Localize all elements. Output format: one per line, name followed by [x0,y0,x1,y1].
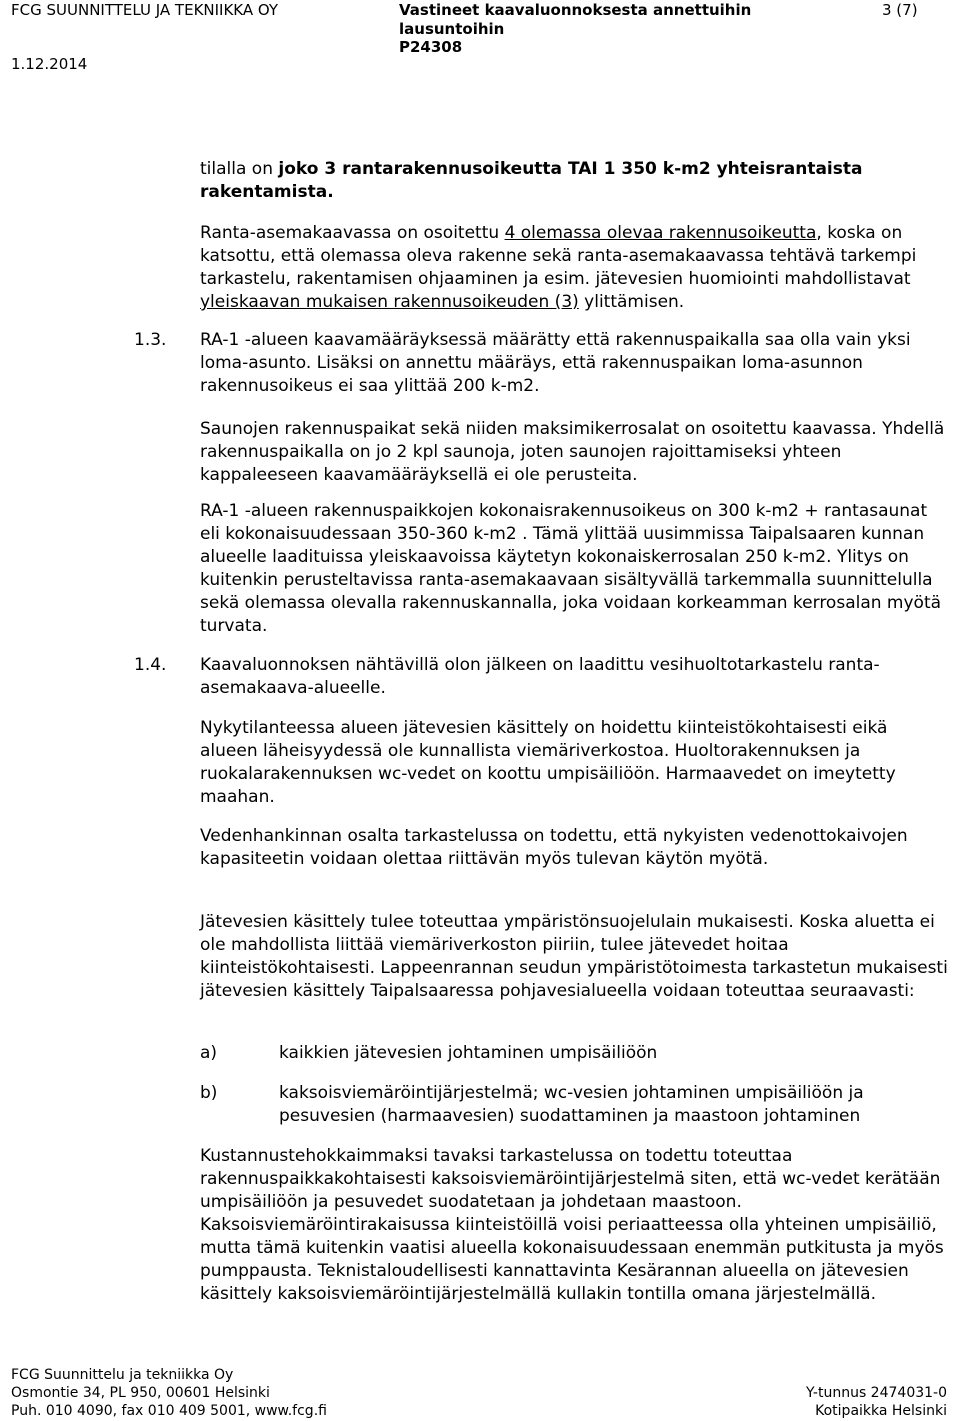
header-title: Vastineet kaavaluonnoksesta annettuihin lausuntoihin [399,1,752,38]
footer-business-id: Y-tunnus 2474031-0 [806,1385,947,1401]
paragraph-1-part-c: ylittämisen. [578,292,685,312]
paragraph-2: RA-1 -alueen kaavamääräyksessä määrätty että rakennuspaikalla saa olla vain yksi loma-asunto. Lisäksi on annettu määräys, että rakennuspaikan loma-asunnon rakennusoikeus ei saa ylittää 200 k-m2. [200,330,911,396]
paragraph-1-part-b: , koska on katsottu, että olemassa oleva rakenne sekä ranta-asemakaavassa tehtävä tarkempi tarkastelu, rakentamisen ohjaaminen ja esim. jätevesien huomiointi mahdollistavat [200,223,917,289]
paragraph-0-lead: tilalla on [200,159,279,179]
list-item-a-label: a) [200,1043,218,1063]
footer-contact: Puh. 010 4090, fax 010 409 5001, www.fcg.fi [11,1403,327,1419]
header-project: P24308 [399,38,463,56]
section-number-1-4: 1.4. [134,655,167,675]
footer-domicile: Kotipaikka Helsinki [815,1403,947,1419]
paragraph-9: Kustannustehokkaimmaksi tavaksi tarkastelussa on todettu toteuttaa rakennuspaikkakohtaisesti kaksoisviemäröintijärjestelmä siten, että wc-vedet kerätään umpisäiliöön ja pesuvedet suodatetaan ja johdetaan maastoon. Kaksoisviemäröintirakaisussa kiinteistöillä voisi periaatteessa olla yhteinen umpisäiliö, mutta tämä kuitenkin vaatisi alueella kokonaisuudessaan enemmän putkitusta ja myös pumppausta. Teknistaloudellisesti kannattavinta Kesärannan alueella on jätevesien käsittely kaksoisviemäröintijärjestelmällä kullakin tontilla omana järjestelmällä. [200,1146,944,1304]
paragraph-0 [200,158,950,204]
paragraph-4: RA-1 -alueen rakennuspaikkojen kokonaisrakennusoikeus on 300 k-m2 + rantasaunat eli kokonaisuudessaan 350-360 k-m2 . Tämä ylittää uusimmissa Taipalsaaren kunnan alueelle laadituissa yleiskaavoissa käytetyn kokonaiskerrosalan 250 k-m2. Ylitys on kuitenkin perusteltavissa ranta-asemakaavaan sisältyvällä tarkemmalla suunnittelulla sekä olemassa olevalla rakennuskannalla, joka voidaan korkeamman kerrosalan myötä turvata. [200,501,942,636]
paragraph-6: Nykytilanteessa alueen jätevesien käsittely on hoidettu kiinteistökohtaisesti eikä alueen läheisyydessä ole kunnallista viemäriverkostoa. Huoltorakennuksen ja ruokalarakennuksen wc-vedet on koottu umpisäiliöön. Harmaavedet on imeytetty maahan. [200,718,896,807]
header-date: 1.12.2014 [11,55,88,73]
paragraph-3: Saunojen rakennuspaikat sekä niiden maksimikerrosalat on osoitettu kaavassa. Yhdellä rakennuspaikalla on jo 2 kpl saunoja, joten saunojen rajoittamiseksi yhteen kappaleeseen kaavamääräyksellä ei ole perusteita. [200,419,945,485]
paragraph-1-underline-1: 4 olemassa olevaa rakennusoikeutta [504,223,817,243]
list-item-b-text: kaksoisviemäröintijärjestelmä; wc-vesien johtaminen umpisäiliöön ja pesuvesien (harmaavesien) suodattaminen ja maastoon johtaminen [279,1083,864,1126]
header-page-number: 3 (7) [882,1,918,19]
footer-address: Osmontie 34, PL 950, 00601 Helsinki [11,1385,270,1401]
paragraph-8: Jätevesien käsittely tulee toteuttaa ympäristönsuojelulain mukaisesti. Koska aluetta ei ole mahdollista liittää viemäriverkoston piiriin, tulee jätevedet hoitaa kiinteistökohtaisesti. Lappeenrannan seudun ympäristötoimesta tarkastetun mukaisesti jätevesien käsittely Taipalsaaressa pohjavesialueella voidaan toteuttaa seuraavasti: [200,912,948,1001]
section-number-1-3: 1.3. [134,330,167,350]
paragraph-0-bold: joko 3 rantarakennusoikeutta TAI 1 350 k-m2 yhteisrantaista rakentamista. [200,159,863,202]
paragraph-1-underline-2: yleiskaavan mukaisen rakennusoikeuden (3) [200,292,579,312]
list-item-b-label: b) [200,1083,218,1103]
paragraph-5: Kaavaluonnoksen nähtävillä olon jälkeen on laadittu vesihuoltotarkastelu ranta-asemakaava-alueelle. [200,655,880,698]
footer-company: FCG Suunnittelu ja tekniikka Oy [11,1367,234,1383]
paragraph-1 [200,222,950,314]
paragraph-7: Vedenhankinnan osalta tarkastelussa on todettu, että nykyisten vedenottokaivojen kapasiteetin voidaan olettaa riittävän myös tulevan käytön myötä. [200,826,908,869]
header-company: FCG SUUNNITTELU JA TEKNIIKKA OY [11,1,279,19]
list-item-a-text: kaikkien jätevesien johtaminen umpisäiliöön [279,1043,658,1063]
paragraph-1-part-a: Ranta-asemakaavassa on osoitettu [200,223,505,243]
